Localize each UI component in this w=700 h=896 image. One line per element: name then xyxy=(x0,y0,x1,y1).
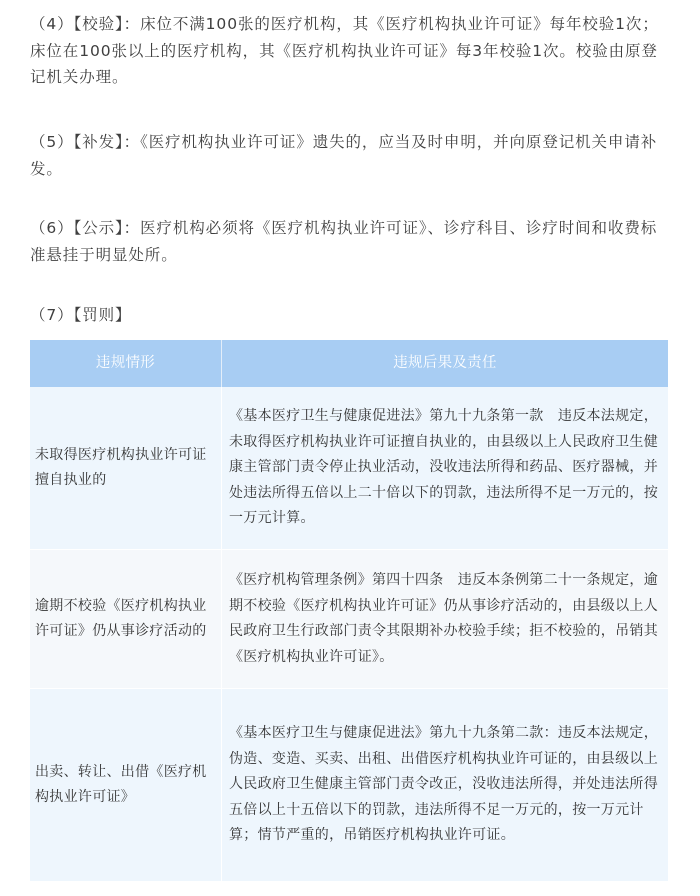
item-number: （6） xyxy=(30,219,74,237)
item-text: ：《医疗机构执业许可证》遗失的，应当及时申明，并向原登记机关申请补发。 xyxy=(30,133,658,178)
penalty-table xyxy=(30,340,668,881)
item-number: （7） xyxy=(30,306,74,324)
table-row xyxy=(30,550,668,689)
item-title: 【罚则】 xyxy=(73,306,132,324)
table-row xyxy=(30,387,668,550)
situation-cell: 逾期不校验《医疗机构执业许可证》仍从事诊疗活动的 xyxy=(30,550,222,689)
paragraph-public-display xyxy=(30,215,670,268)
table-header-row xyxy=(30,340,668,387)
item-text: ：床位不满100张的医疗机构，其《医疗机构执业许可证》每年校验1次；床位在100张以上的医疗机构，其《医疗机构执业许可证》每3年校验1次。校验由原登记机关办理。 xyxy=(30,15,659,86)
situation-cell: 出卖、转让、出借《医疗机构执业许可证》 xyxy=(30,689,222,881)
item-text: ：医疗机构必须将《医疗机构执业许可证》、诊疗科目、诊疗时间和收费标准悬挂于明显处所。 xyxy=(30,219,658,264)
paragraph-inspection xyxy=(30,11,670,91)
paragraph-reissue xyxy=(30,129,670,182)
item-title: 【补发】 xyxy=(73,133,124,151)
paragraph-penalties-heading xyxy=(30,302,670,329)
consequence-cell: 《基本医疗卫生与健康促进法》第九十九条第一款 违反本法规定，未取得医疗机构执业许可证擅自执业的，由县级以上人民政府卫生健康主管部门责令停止执业活动，没收违法所得和药品、医疗器械，并处违法所得五倍以上二十倍以下的罚款，违法所得不足一万元的，按一万元计算。 xyxy=(222,387,668,550)
consequence-cell: 《基本医疗卫生与健康促进法》第九十九条第二款：违反本法规定，伪造、变造、买卖、出租、出借医疗机构执业许可证的，由县级以上人民政府卫生健康主管部门责令改正，没收违法所得，并处违法所得五倍以上十五倍以下的罚款，违法所得不足一万元的，按一万元计算；情节严重的，吊销医疗机构执业许可证。 xyxy=(222,689,668,881)
item-number: （4） xyxy=(30,15,74,33)
consequence-cell: 《医疗机构管理条例》第四十四条 违反本条例第二十一条规定，逾期不校验《医疗机构执业许可证》仍从事诊疗活动的，由县级以上人民政府卫生行政部门责令其限期补办校验手续；拒不校验的，吊销其《医疗机构执业许可证》。 xyxy=(222,550,668,689)
item-title: 【校验】 xyxy=(73,15,124,33)
header-situation: 违规情形 xyxy=(30,340,222,387)
header-consequence: 违规后果及责任 xyxy=(222,340,668,387)
situation-cell: 未取得医疗机构执业许可证擅自执业的 xyxy=(30,387,222,550)
table-row xyxy=(30,689,668,881)
item-number: （5） xyxy=(30,133,74,151)
item-title: 【公示】 xyxy=(73,219,124,237)
